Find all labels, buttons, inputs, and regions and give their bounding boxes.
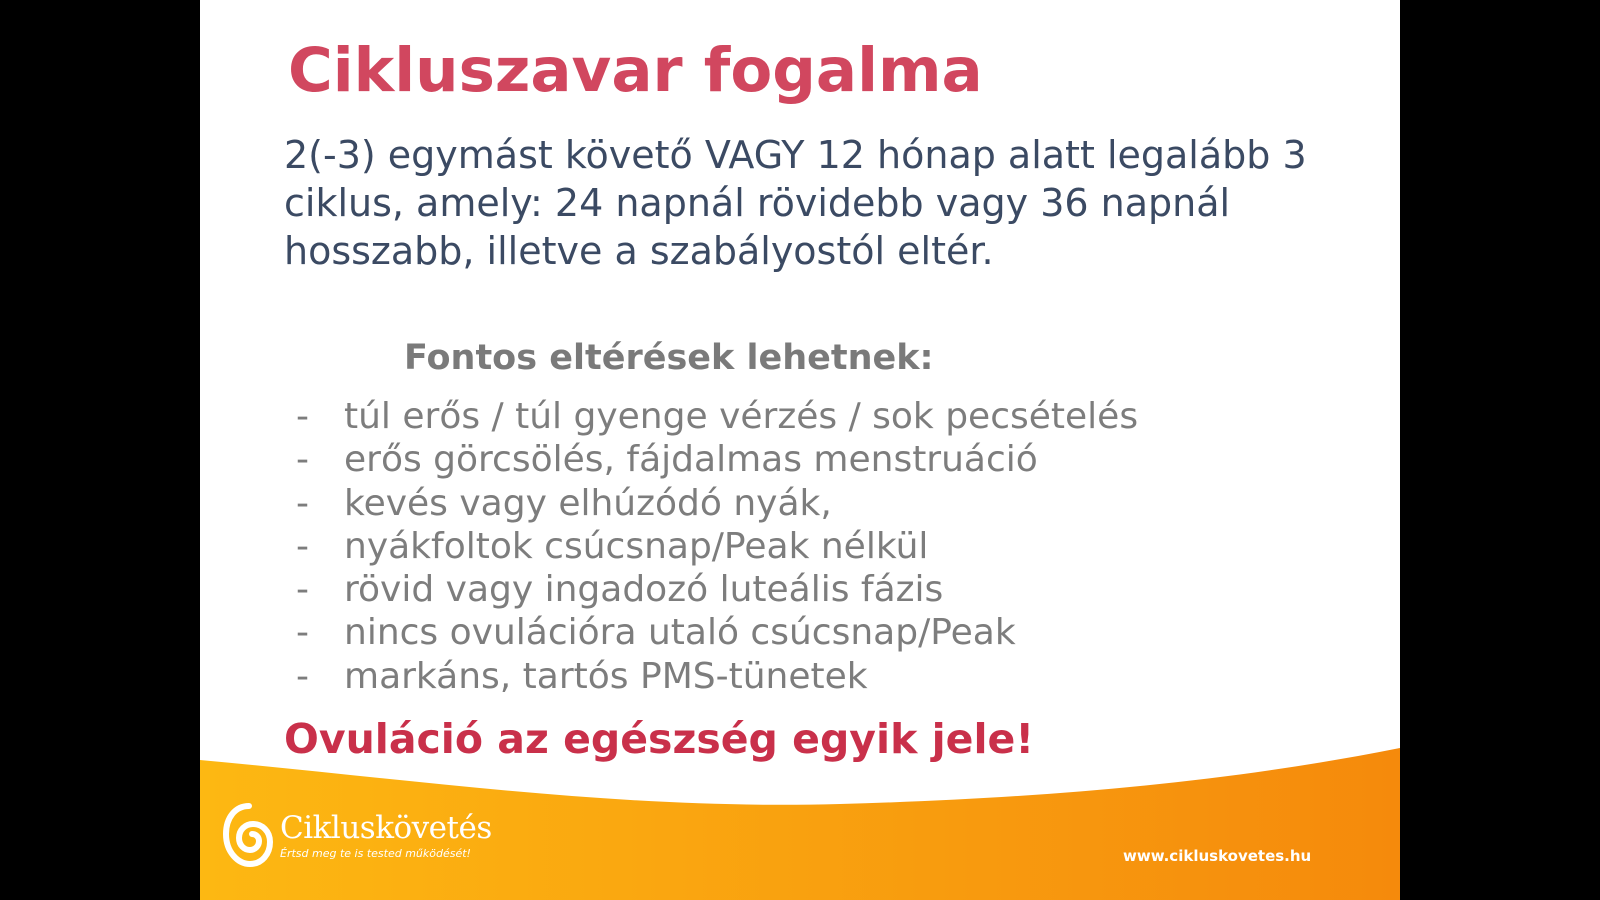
list-item [296, 611, 1138, 654]
bullet-dash: - [296, 525, 309, 567]
slide-title: Cikluszavar fogalma [288, 35, 983, 106]
list-item [296, 438, 1138, 481]
brand-logo [222, 800, 492, 870]
bullet-dash: - [296, 569, 309, 611]
list-item [296, 525, 1138, 568]
list-item [296, 482, 1138, 525]
list-item [296, 395, 1138, 438]
bullet-dash: - [296, 439, 309, 481]
bullet-dash: - [296, 396, 309, 437]
spiral-icon [222, 800, 274, 870]
list-item-text: kevés vagy elhúzódó nyák, [344, 482, 832, 524]
subheading: Fontos eltérések lehetnek: [404, 338, 934, 378]
list-item [296, 568, 1138, 611]
website-link[interactable]: www.cikluskovetes.hu [1123, 847, 1312, 865]
list-item-text: nincs ovulációra utaló csúcsnap/Peak [344, 612, 1016, 654]
closing-statement: Ovuláció az egészség egyik jele! [284, 715, 1035, 763]
list-item-text: erős görcsölés, fájdalmas menstruáció [344, 439, 1038, 481]
logo-tagline: Értsd meg te is tested működését! [280, 846, 471, 860]
list-item-text: rövid vagy ingadozó luteális fázis [344, 569, 944, 611]
list-item [296, 655, 1138, 698]
slide [200, 0, 1400, 900]
deviation-list [296, 395, 1138, 698]
bullet-dash: - [296, 612, 309, 654]
logo-name: Cikluskövetés [280, 809, 492, 846]
list-item-text: markáns, tartós PMS-tünetek [344, 655, 868, 697]
bullet-dash: - [296, 655, 309, 697]
list-item-text: túl erős / túl gyenge vérzés / sok pecsételés [344, 396, 1139, 437]
definition-text: 2(-3) egymást követő VAGY 12 hónap alatt legalább 3 ciklus, amely: 24 napnál rövidebb vagy 36 napnál hosszabb, illetve a szabályostól eltér. [284, 133, 1307, 273]
list-item-text: nyákfoltok csúcsnap/Peak nélkül [344, 525, 929, 567]
bullet-dash: - [296, 482, 309, 524]
